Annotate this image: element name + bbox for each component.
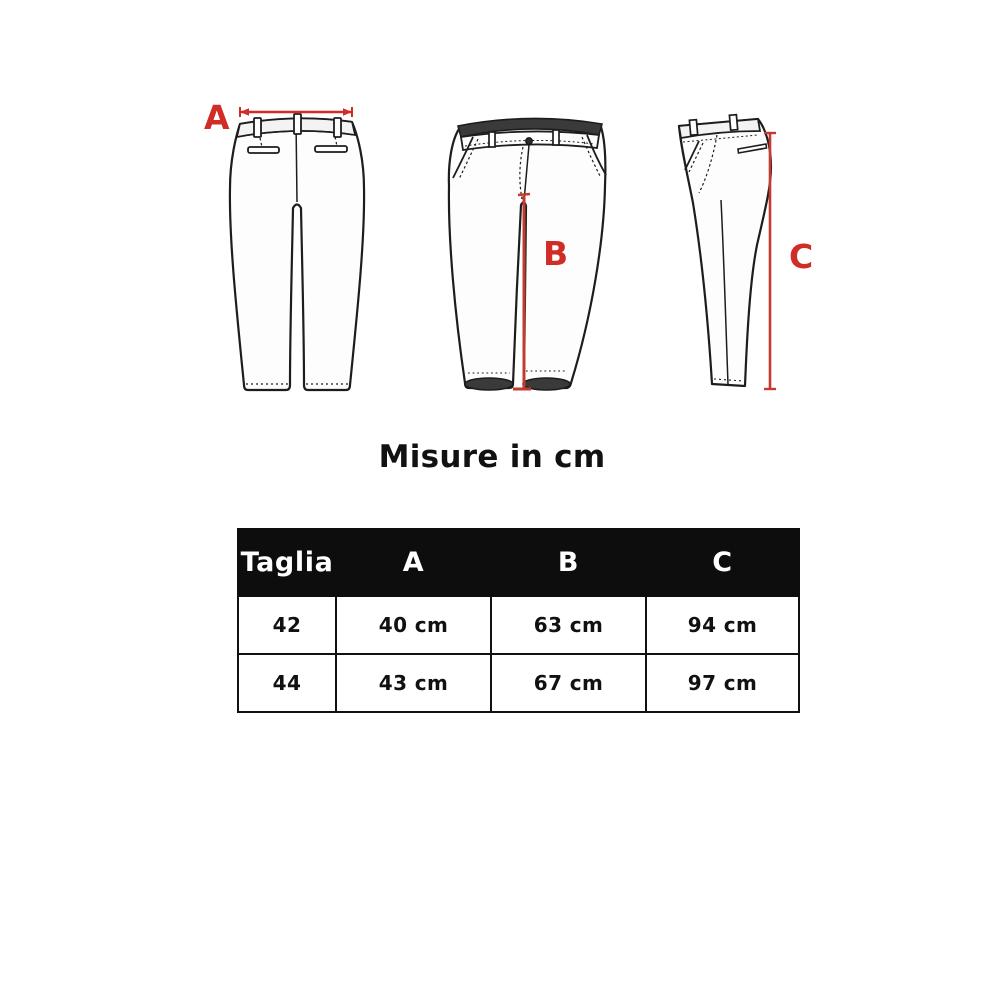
size-cell: 97 cm bbox=[646, 654, 799, 712]
measure-label-c: C bbox=[789, 237, 814, 276]
size-table-header-taglia: Taglia bbox=[238, 529, 336, 596]
size-cell: 94 cm bbox=[646, 596, 799, 654]
back-pocket-right bbox=[315, 146, 347, 152]
size-table bbox=[237, 528, 800, 713]
belt-loop bbox=[334, 118, 341, 137]
belt-loop bbox=[729, 115, 737, 131]
measure-label-b: B bbox=[543, 234, 569, 273]
size-table-row-44 bbox=[238, 654, 799, 712]
pants-front-drawing bbox=[440, 100, 620, 405]
belt-loop bbox=[254, 118, 261, 137]
measure-label-a: A bbox=[204, 98, 230, 137]
page-title: Misure in cm bbox=[378, 439, 606, 475]
size-cell: 67 cm bbox=[491, 654, 646, 712]
belt-loop bbox=[553, 130, 559, 145]
size-table-header-c: C bbox=[646, 529, 799, 596]
belt-loop bbox=[294, 114, 301, 134]
waist-button bbox=[526, 138, 533, 145]
pants-back-drawing bbox=[200, 100, 375, 405]
back-pocket-left bbox=[248, 147, 279, 153]
belt-loop bbox=[689, 120, 697, 136]
size-table-header-row bbox=[238, 529, 799, 596]
pants-side-view bbox=[665, 105, 825, 405]
hem-opening-left bbox=[465, 378, 513, 390]
size-table-header-a: A bbox=[336, 529, 491, 596]
size-cell: 43 cm bbox=[336, 654, 491, 712]
side-silhouette bbox=[679, 119, 771, 386]
size-cell: 42 bbox=[238, 596, 336, 654]
size-table-row-42 bbox=[238, 596, 799, 654]
size-cell: 44 bbox=[238, 654, 336, 712]
size-table-header-b: B bbox=[491, 529, 646, 596]
size-cell: 63 cm bbox=[491, 596, 646, 654]
pants-back-view bbox=[200, 100, 375, 405]
size-cell: 40 cm bbox=[336, 596, 491, 654]
pants-front-view bbox=[440, 100, 620, 405]
belt-loop bbox=[489, 132, 495, 147]
